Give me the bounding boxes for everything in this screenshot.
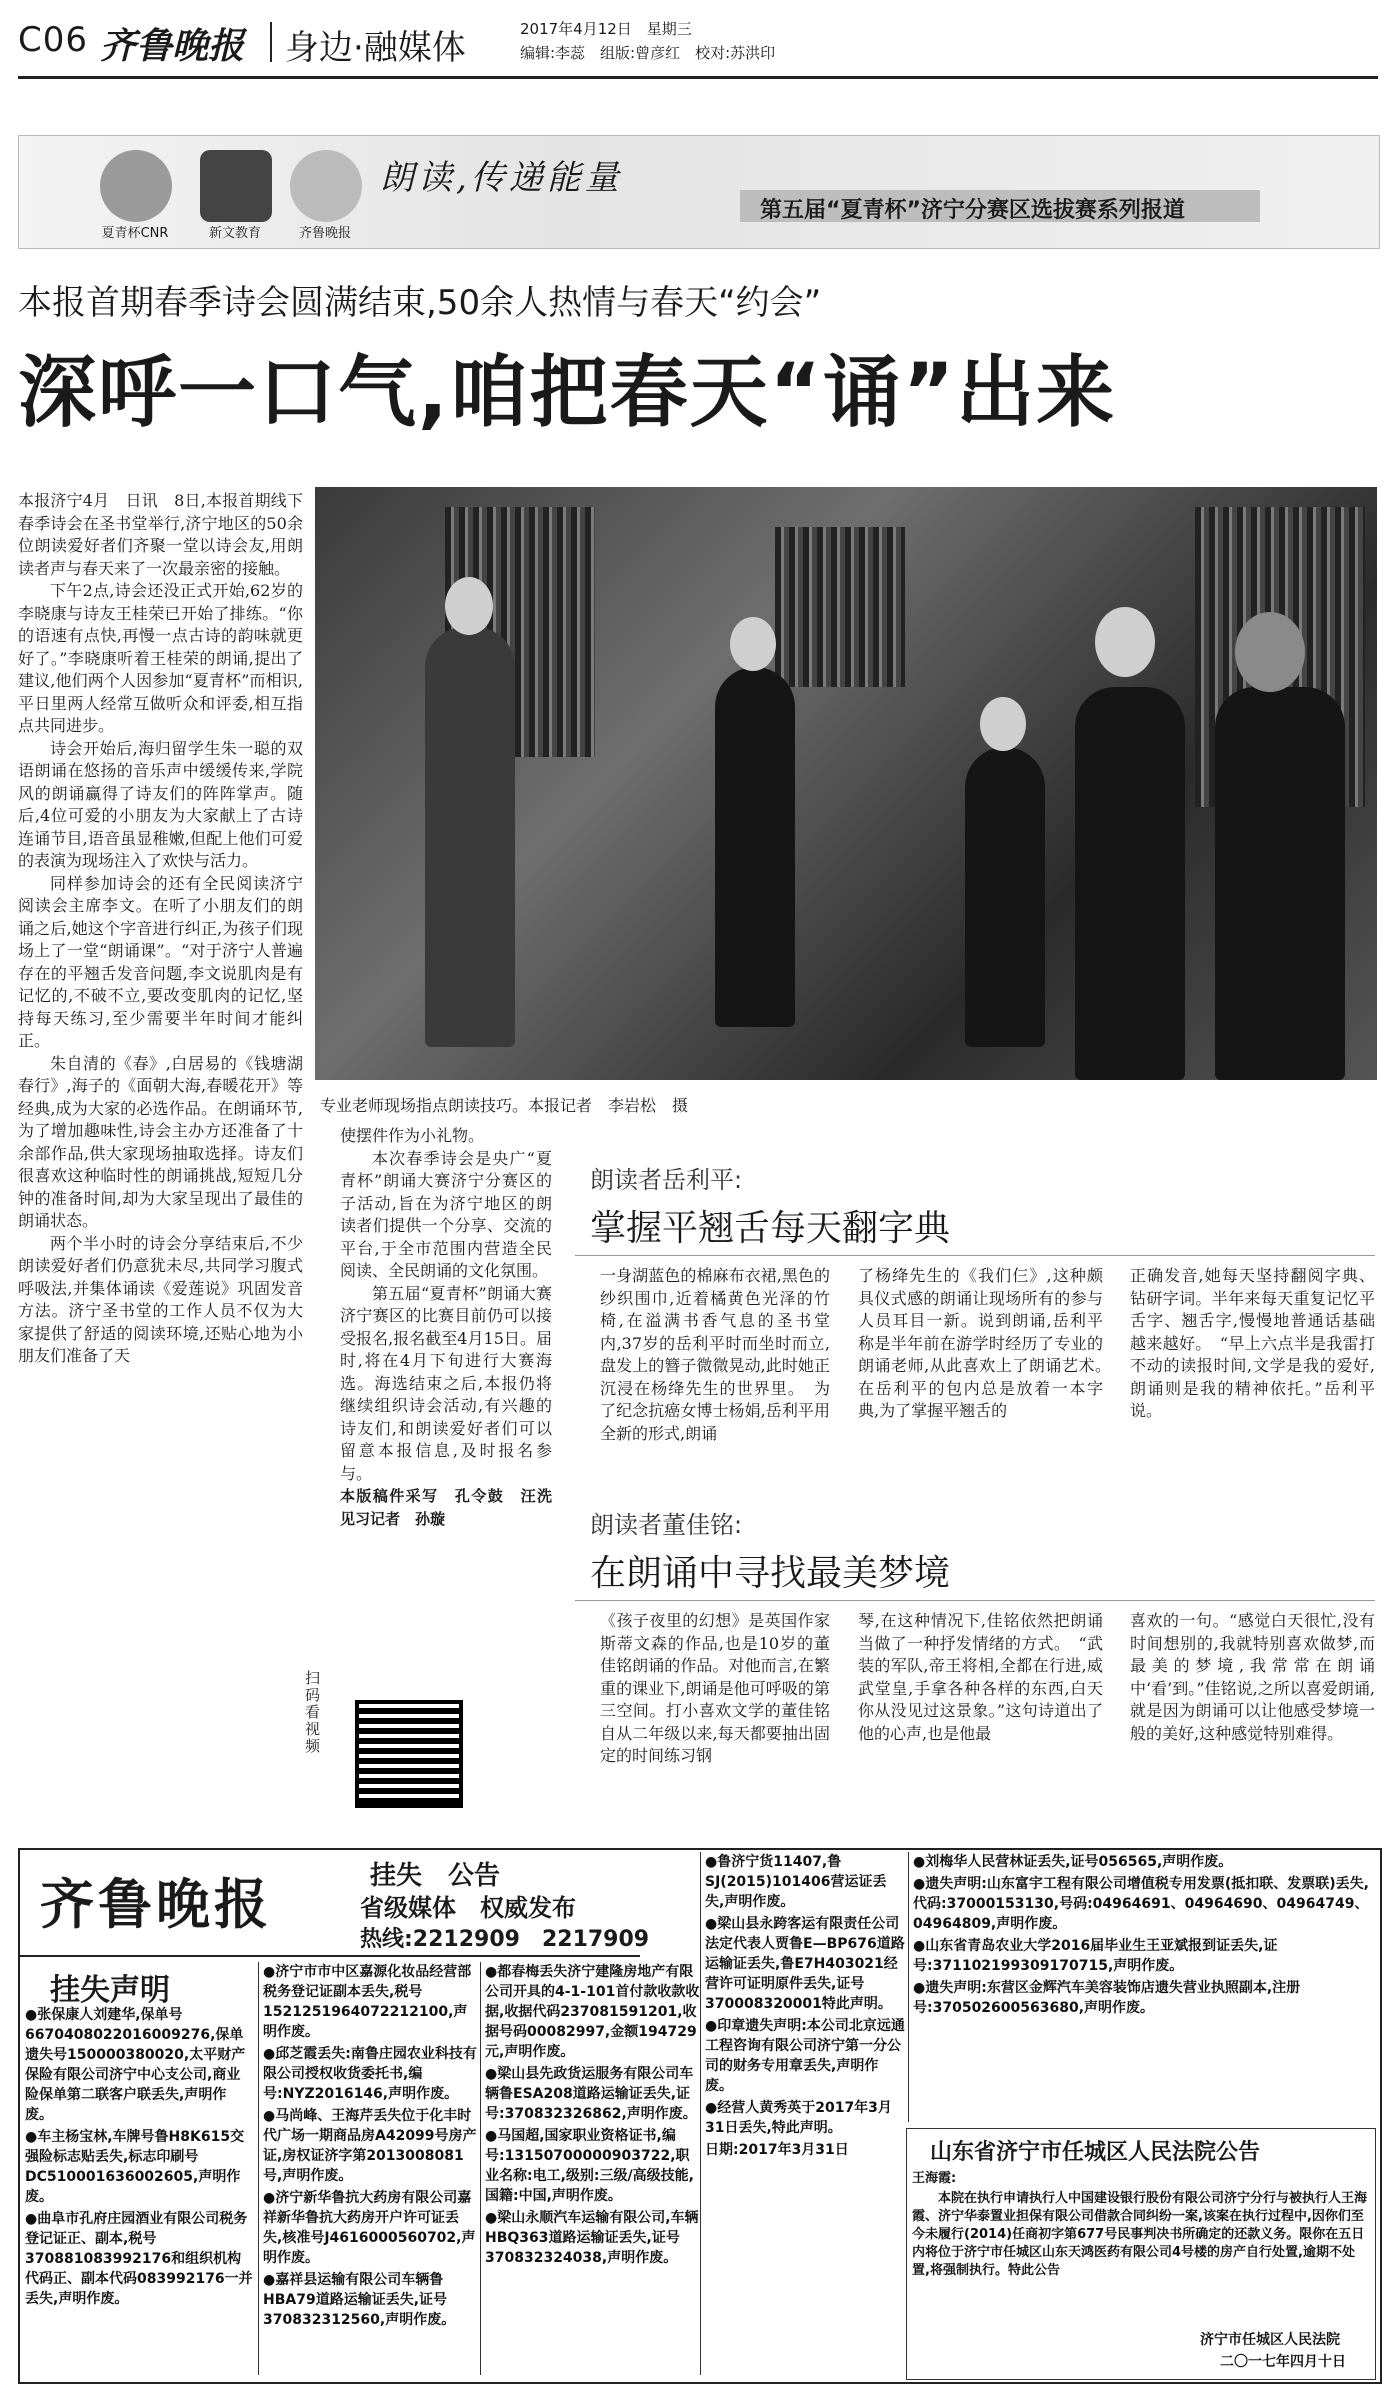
court-notice-body (912, 2170, 1370, 2320)
audience-head (980, 697, 1026, 751)
section1-column-b: 了杨绛先生的《我们仨》,这种颇具仪式感的朗诵让现场所有的参与人员耳目一新。说到朗诵,岳利平称是半年前在游学时经历了专业的朗诵老师,从此喜欢上了朗诵艺术。 在岳利平的包内总是放着一本字典,为了掌握平翘舌的 (858, 1266, 1120, 1420)
ad-item: ●梁山县先政货运服务有限公司车辆鲁ES​A208道路运输证丢失,证号:370832326862,声明作废。 (485, 2066, 697, 2122)
video-qr-code[interactable] (355, 1700, 463, 1808)
article-subheadline: 本报首期春季诗会圆满结束,50余人热情与春天“约会” (18, 283, 822, 323)
audience-head (730, 617, 776, 671)
audience-head (1095, 607, 1155, 677)
paragraph: 同样参加诗会的还有全民阅读济宁阅读会主席李文。在听了小朋友们的朗诵之后,她这个字音进行纠正,为孩子们现场上了一堂“朗诵课”。“对于济宁人普遍存在的平翘舌发音问题,李文说肌肉是有记忆的,不破不立,要改变肌肉的记忆,坚持每天练习,至少需要半年时间才能纠正。 (18, 873, 303, 1050)
ad-item: ●鲁济宁货11407,鲁SJ(2015)101406营运证丢失,声明作废。 (705, 1854, 887, 1910)
section1-column-a: 一身湖蓝色的棉麻布衣裙,黑色的纱织围巾,近着橘黄色光泽的竹椅,在溢满书香气息的圣书堂内,37岁的岳利平时而坐时而立,盘发上的簪子微微晃动,此时她正沉浸在杨绛先生的世界里。 为了纪念抗癌女博士杨娟,岳利平用全新的形式,朗诵 (600, 1266, 830, 1443)
court-date: 二〇一七年四月十日 (1220, 2354, 1346, 2370)
newspaper-brand: 齐鲁晚报 (100, 25, 245, 67)
paragraph: 本报济宁4月 日讯 8日,本报首期线下春季诗会在圣书堂举行,济宁地区的50余位朗读爱好者们齐聚一堂以诗会友,用朗读者声与春天来了一次最亲密的接触。 (18, 491, 303, 578)
ad-item: ●马尚峰、王海芹丢失位于化丰时代广场一期商品房A42099号房产证,房权证济字第2013008081号,声明作废。 (263, 2108, 477, 2184)
ad-item: ●邱芝霞丢失:南鲁庄园农业科技有限公司授权收货委托书,编号:NYZ2016146,声明作废。 (263, 2046, 477, 2102)
section-kicker: 朗读者董佳铭: (590, 1511, 743, 1539)
audience-figure (1075, 687, 1185, 1080)
qr-label: 扫码看视频 (305, 1669, 321, 1755)
xinwen-education-logo-icon (200, 150, 272, 222)
court-body: 本院在执行申请执行人中国建设银行股份有限公司济宁分行与被执行人王海霞、济宁华泰置业担保有限公司借款合同纠纷一案,该案在执行过程中,因你们至今未履行(2014)任商初字第677号民事判决书所确定的还款义务。限你在五日内将位于济宁市任城区山东天鸿医药有限公司4号楼的房产自行处置,逾期不处置,将强制执行。特此公告 (912, 2191, 1368, 2278)
header-divider (270, 22, 272, 62)
qilu-evening-logo-icon (290, 150, 362, 222)
ad-item: ●张保康人刘建华,保单号667040802201600927​6,保单遗失号150000380020,太平财产保险有限公司济宁中心支公司,商业险保单第二联客户联丢失,声明作废。 (25, 2007, 246, 2123)
ad-item: ●济宁市市中区嘉源化妆品经营部税务登记证副本丢失,税号15212519640722​1210​0,声明作废。 (263, 1964, 472, 2040)
paragraph: 诗会开始后,海归留学生朱一聪的双语朗诵在悠扬的音乐声中缓缓传来,学院风的朗诵赢得了诗友们的阵阵掌声。随后,4位可爱的小朋友为大家献上了古诗连诵节目,语音虽显稚嫩,但配上他们可爱的表演为现场注入了欢快与活力。 (18, 738, 303, 870)
ads-brand: 齐鲁晚报 (40, 1872, 272, 1936)
ads-column-2 (258, 1962, 478, 2375)
section-kicker: 朗读者岳利平: (590, 1166, 743, 1194)
ad-item: ●遗失声明:山东富宇工程有限公司增值税专用发票(抵扣联、发票联)丢失,代码:37000153130,号码:04964691、04964690、04964749、04964809,声明作废。 (913, 1876, 1369, 1932)
xiaqing-cup-logo-icon (100, 150, 172, 222)
article-credit: 本版稿件采写 孔令鼓 汪洗 见习记者 孙璇 (340, 1487, 568, 1528)
section-title: 掌握平翘舌每天翻字典 (590, 1208, 951, 1249)
section-rule (575, 1600, 1375, 1601)
audience-figure (715, 667, 795, 1027)
ads-lost-title: 挂失声明 (50, 1973, 170, 2008)
paragraph: 下午2点,诗会还没正式开始,62岁的李晓康与诗友王桂荣已开始了排练。“你的语速有点快,再慢一点古诗的韵味就更好了。”李晓康听着王桂荣的朗诵,提出了建议,他们两个人因参加“夏青杯”而相识,平日里两人经常互做听众和评委,相互指点共同进步。 (18, 581, 303, 735)
section2-column-a: 《孩子夜里的幻想》是英国作家斯蒂文森的作品,也是10岁的董佳铭朗诵的作品。对他而言,在繁重的课业下,朗诵是他可呼吸的第三空间。打小喜欢文学的董佳铭自从二年级以来,每天都要抽出固定的时间练习钢 (600, 1611, 830, 1765)
editor-credits: 编辑:李蕊 组版:曾彦红 校对:苏洪印 (520, 44, 776, 62)
audience-head (1235, 612, 1305, 692)
paragraph: 使摆件作为小礼物。 (340, 1126, 485, 1145)
ad-item: ●嘉祥县运输有限公司车辆鲁HBA79道路运输证丢失,证号3708323125​60,声明作废。 (263, 2272, 456, 2328)
logo-label: 夏青杯CNR (101, 226, 169, 241)
logo-label: 齐鲁晚报 (298, 226, 351, 241)
banner-series-text: 第五届“夏青杯”济宁分赛区选拔赛系列报道 (760, 198, 1185, 223)
paragraph: 朱自清的《春》,白居易的《钱塘湖春行》,海子的《面朝大海,春暖花开》等经典,成为大家的必选作品。在朗诵环节,为了增加趣味性,诗会主办方还准备了十余部作品,供大家现场抽取选择。诗友们很喜欢这种临时性的朗诵挑战,短短几分钟的准备时间,却为大家呈现出了最佳的朗诵状态。 (18, 1053, 303, 1230)
bookshelf-image (775, 527, 905, 687)
section2-column-b: 琴,在这种情况下,佳铭依然把朗诵当做了一种抒发情绪的方式。 “武装的军队,帝王将相,全都在行进,威武堂皇,手拿各种各样的东西,白天你从没见过这景象。”这句诗道出了他的心声,也是他最 (858, 1611, 1103, 1743)
audience-figure (1215, 687, 1345, 1080)
section1-column-c: 正确发音,她每天坚持翻阅字典、钻研字词。半年来每天重复记忆平舌字、翘舌字,慢慢地普通话基础越来越好。 “早上六点半是我雷打不动的读报时间,文学是我的爱好,朗诵则是我的精神依托。”岳利平说。 (1130, 1266, 1375, 1420)
section-rule (575, 1255, 1375, 1256)
article-column-2 (340, 1125, 568, 1530)
ad-item: ●梁山县永跨客运有限责任公司法定代表人贾鲁E—BP676道路运输证丢失,鲁E7H403021经营许可证明原件丢失,证号37000832000​1特此声明。 (705, 1916, 905, 2012)
ad-item: ●山东省青岛农业大学2016届毕业生王亚斌报到证丢失,证号:37110219930917​0715,声明作废。 (913, 1938, 1278, 1974)
audience-figure (965, 747, 1045, 1047)
banner-slogan: 朗读,传递能量 (380, 158, 623, 198)
ads-column-4 (700, 1852, 905, 2375)
ads-hotline: 热线:2212909 2217909 (360, 1927, 650, 1952)
ad-item: ●遗失声明:东营区金辉汽车美容装饰店遗失营业执照副本,注册号:370502600563680,声明作废。 (913, 1980, 1301, 2016)
court-notice-title: 山东省济宁市任城区人民法院公告 (930, 2140, 1261, 2165)
ad-date-note: 日期:2017年3月31日 (705, 2142, 849, 2158)
issue-date: 2017年4月12日 星期三 (520, 20, 692, 38)
ad-item: ●都春梅丢失济宁建隆房地产有限公司开具的4-1-101首付款收款收据,收据代码23708159​1201,收据号码00082997,金额194729元,声明作废。 (485, 1964, 700, 2060)
ad-item: ●曲阜市孔府庄园酒业有限公司税务登记证正、副本,税号370881083992176和组织机构代码正、副本代码08399217​6一并丢失,声明作废。 (25, 2211, 253, 2307)
ads-tagline: 省级媒体 权威发布 (360, 1894, 576, 1922)
court-signature: 济宁市任城区人民法院 (1200, 2332, 1340, 2348)
logo-label: 新文教育 (208, 226, 261, 241)
section-title: 身边·融媒体 (285, 28, 466, 68)
teacher-figure (425, 627, 515, 1047)
ads-column-5 (908, 1852, 1379, 2122)
ads-column-3 (480, 1962, 700, 2375)
event-photo (315, 487, 1377, 1080)
ad-item: ●济宁新华鲁抗大药房有限公司嘉祥新华鲁抗大药房开户许可证丢失,核准号J4616000560702,声明作废。 (263, 2190, 476, 2266)
teacher-head (445, 577, 493, 635)
page-number: C06 (18, 20, 89, 60)
ads-header-rule (20, 1955, 640, 1957)
section-title: 在朗诵中寻找最美梦境 (590, 1553, 951, 1594)
ad-item: ●经营人黄秀英于2017年3月31日丢失,特此声明。 (705, 2100, 892, 2136)
ads-column-1 (25, 2005, 253, 2375)
article-column-1 (18, 490, 303, 1368)
ad-item: ●车主杨宝林,车牌号鲁H8K615交强险标志贴丢失,标志印刷号DC5100016360026​05,声明作废。 (25, 2129, 245, 2205)
court-addressee: 王海霞: (912, 2171, 957, 2186)
article-headline: 深呼一口气,咱把春天“诵”出来 (18, 348, 1117, 438)
paragraph: 本次春季诗会是央广“夏青杯”朗诵大赛济宁分赛区的子活动,旨在为济宁地区的朗读者们提供一个分享、交流的平台,于全市范围内营造全民阅读、全民朗诵的文化氛围。 (340, 1148, 552, 1280)
ads-notice-title: 挂失 公告 (370, 1861, 501, 1891)
paragraph: 两个半小时的诗会分享结束后,不少朗读爱好者们仍意犹未尽,共同学习腹式呼吸法,并集体诵读《爱莲说》巩固发音方法。济宁圣书堂的工作人员不仅为大家提供了舒适的阅读环境,还贴心地为小朋友们准备了天 (18, 1233, 303, 1365)
ad-item: ●梁山永顺汽车运输有限公司,车辆HBQ363道路运输证丢失,证号3708323240​38,声明作废。 (485, 2210, 699, 2266)
header-rule (18, 76, 1378, 79)
ad-item: ●刘梅华人民营林证丢失,证号056565,声明作废。 (913, 1854, 1233, 1870)
ad-item: ●马国超,国家职业资格证书,编号:131507000009037​22,职业名称:电工,级别:三级/高级技能,国籍:中国,声明作废。 (485, 2128, 694, 2204)
photo-caption: 专业老师现场指点朗读技巧。本报记者 李岩松 摄 (320, 1096, 689, 1115)
section2-column-c: 喜欢的一句。“感觉白天很忙,没有时间想别的,我就特别喜欢做梦,而最美的梦境,我常常在朗诵中‘看’到。”佳铭说,之所以喜爱朗诵,就是因为朗诵可以让他感受梦境一般的美好,这种感觉特别难得。 (1130, 1611, 1375, 1743)
paragraph: 第五届“夏青杯”朗诵大赛济宁赛区的比赛目前仍可以接受报名,报名截至4月15日。届时,将在4月下旬进行大赛海选。海选结束之后,本报仍将继续组织诗会活动,有兴趣的诗友们,和朗读爱好者们可以留意本报信息,及时报名参与。 (340, 1283, 552, 1483)
ad-item: ●印章遗失声明:本公司北京远通工程咨询有限公司济宁第一分公司的财务专用章丢失,声明作废。 (705, 2018, 905, 2094)
